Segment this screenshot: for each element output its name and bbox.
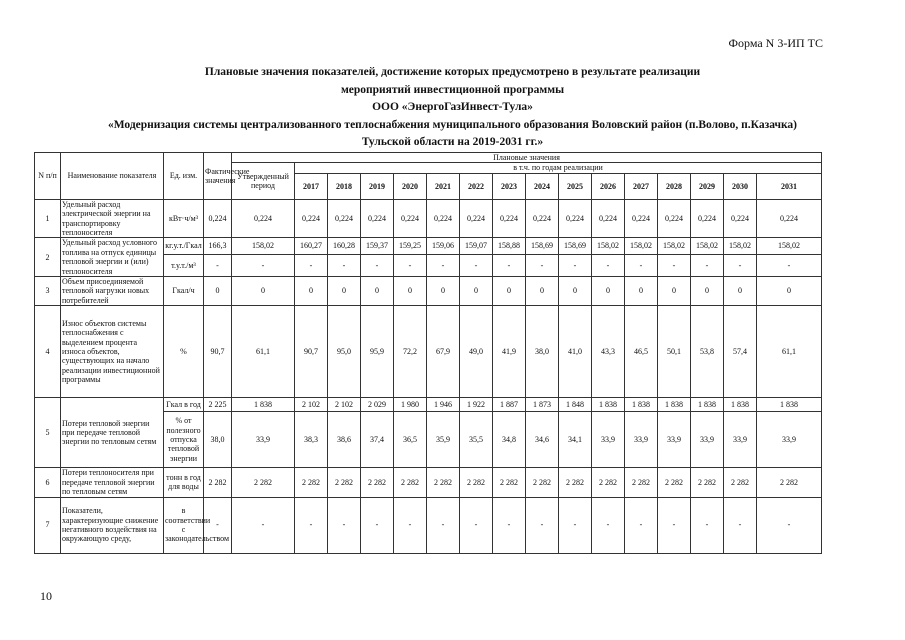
approved-value-cell: 158,02: [232, 238, 295, 254]
year-value-cell: -: [328, 254, 361, 276]
year-value-cell: 46,5: [625, 306, 658, 398]
header-year: 2019: [361, 173, 394, 199]
year-value-cell: 0: [361, 277, 394, 306]
year-value-cell: 1 838: [658, 398, 691, 412]
year-value-cell: -: [724, 497, 757, 553]
form-label: Форма N 3-ИП ТС: [728, 36, 823, 50]
year-value-cell: 0,224: [394, 199, 427, 238]
year-value-cell: 2 282: [559, 468, 592, 497]
header-year: 2030: [724, 173, 757, 199]
unit-cell: в соответствии с законодательством: [164, 497, 204, 553]
document-title: [0, 64, 905, 152]
actual-value-cell: 0: [204, 277, 232, 306]
header-year: 2018: [328, 173, 361, 199]
year-value-cell: 33,9: [658, 412, 691, 468]
year-value-cell: 0,224: [724, 199, 757, 238]
year-value-cell: -: [427, 254, 460, 276]
table-row: [35, 238, 822, 254]
indicator-name: Удельный расход электрической энергии на транспортировку теплоносителя: [61, 199, 164, 238]
header-year: 2025: [559, 173, 592, 199]
year-value-cell: 1 838: [592, 398, 625, 412]
year-value-cell: -: [592, 497, 625, 553]
header-by-years: в т.ч. по годам реализации: [295, 163, 822, 173]
year-value-cell: -: [757, 497, 822, 553]
year-value-cell: 158,02: [658, 238, 691, 254]
header-year: 2024: [526, 173, 559, 199]
year-value-cell: -: [559, 497, 592, 553]
year-value-cell: 0: [757, 277, 822, 306]
year-value-cell: 158,02: [691, 238, 724, 254]
year-value-cell: 0,224: [757, 199, 822, 238]
header-name: Наименование показателя: [61, 153, 164, 200]
row-number: 1: [35, 199, 61, 238]
year-value-cell: 35,9: [427, 412, 460, 468]
year-value-cell: 158,02: [592, 238, 625, 254]
year-value-cell: 159,25: [394, 238, 427, 254]
approved-value-cell: 0: [232, 277, 295, 306]
approved-value-cell: 0,224: [232, 199, 295, 238]
title-line: Тульской области на 2019-2031 гг.»: [361, 136, 544, 148]
year-value-cell: 2 102: [295, 398, 328, 412]
unit-cell: кВт·ч/м³: [164, 199, 204, 238]
actual-value-cell: 90,7: [204, 306, 232, 398]
year-value-cell: -: [328, 497, 361, 553]
year-value-cell: -: [460, 497, 493, 553]
year-value-cell: 0: [625, 277, 658, 306]
year-value-cell: 0,224: [625, 199, 658, 238]
year-value-cell: 158,02: [757, 238, 822, 254]
year-value-cell: -: [493, 497, 526, 553]
year-value-cell: -: [526, 497, 559, 553]
year-value-cell: 34,8: [493, 412, 526, 468]
header-planned: Плановые значения: [232, 153, 822, 163]
year-value-cell: 2 282: [724, 468, 757, 497]
year-value-cell: 158,69: [526, 238, 559, 254]
header-unit: Ед. изм.: [164, 153, 204, 200]
year-value-cell: -: [559, 254, 592, 276]
unit-cell: %: [164, 306, 204, 398]
year-value-cell: 0: [460, 277, 493, 306]
table-row: [35, 468, 822, 497]
header-num: N п/п: [35, 153, 61, 200]
year-value-cell: 0: [658, 277, 691, 306]
year-value-cell: -: [295, 497, 328, 553]
year-value-cell: 0: [295, 277, 328, 306]
table-row: [35, 306, 822, 398]
row-number: 5: [35, 398, 61, 468]
header-year: 2023: [493, 173, 526, 199]
year-value-cell: 0,224: [361, 199, 394, 238]
year-value-cell: 1 980: [394, 398, 427, 412]
table-row: [35, 277, 822, 306]
year-value-cell: 0,224: [493, 199, 526, 238]
year-value-cell: 2 282: [757, 468, 822, 497]
year-value-cell: 95,0: [328, 306, 361, 398]
year-value-cell: 159,37: [361, 238, 394, 254]
year-value-cell: 53,8: [691, 306, 724, 398]
year-value-cell: 41,0: [559, 306, 592, 398]
year-value-cell: 1 887: [493, 398, 526, 412]
year-value-cell: 1 838: [757, 398, 822, 412]
year-value-cell: -: [757, 254, 822, 276]
row-number: 6: [35, 468, 61, 497]
year-value-cell: -: [460, 254, 493, 276]
year-value-cell: 33,9: [592, 412, 625, 468]
year-value-cell: 2 282: [526, 468, 559, 497]
year-value-cell: 159,07: [460, 238, 493, 254]
year-value-cell: 2 282: [460, 468, 493, 497]
year-value-cell: 50,1: [658, 306, 691, 398]
year-value-cell: -: [691, 497, 724, 553]
year-value-cell: 38,6: [328, 412, 361, 468]
header-year: 2022: [460, 173, 493, 199]
year-value-cell: 2 282: [427, 468, 460, 497]
year-value-cell: 2 029: [361, 398, 394, 412]
row-number: 3: [35, 277, 61, 306]
actual-value-cell: -: [204, 497, 232, 553]
year-value-cell: 1 838: [724, 398, 757, 412]
year-value-cell: 95,9: [361, 306, 394, 398]
year-value-cell: 2 282: [493, 468, 526, 497]
year-value-cell: 1 838: [691, 398, 724, 412]
year-value-cell: 2 282: [691, 468, 724, 497]
approved-value-cell: 1 838: [232, 398, 295, 412]
year-value-cell: 0: [427, 277, 460, 306]
unit-cell: т.у.т./м³: [164, 254, 204, 276]
table-row: [35, 398, 822, 412]
indicator-name: Удельный расход условного топлива на отпуск единицы тепловой энергии и (или) теплоносителя: [61, 238, 164, 277]
actual-value-cell: 166,3: [204, 238, 232, 254]
year-value-cell: 0: [691, 277, 724, 306]
indicator-name: Износ объектов системы теплоснабжения с выделением процента износа объектов, существующих на начало реализации инвестиционной программы: [61, 306, 164, 398]
title-line: «Модернизация системы централизованного теплоснабжения муниципального образования Воловский район (п.Волово, п.Казачка): [107, 118, 798, 131]
header-year: 2029: [691, 173, 724, 199]
indicator-name: Объем присоединяемой тепловой нагрузки новых потребителей: [61, 277, 164, 306]
year-value-cell: 67,9: [427, 306, 460, 398]
indicator-name: Потери тепловой энергии при передаче тепловой энергии по тепловым сетям: [61, 398, 164, 468]
approved-value-cell: -: [232, 497, 295, 553]
unit-cell: Гкал/ч: [164, 277, 204, 306]
row-number: 4: [35, 306, 61, 398]
title-line: ООО «ЭнергоГазИнвест-Тула»: [372, 101, 533, 113]
approved-value-cell: 33,9: [232, 412, 295, 468]
year-value-cell: 38,3: [295, 412, 328, 468]
year-value-cell: 0: [493, 277, 526, 306]
year-value-cell: 34,1: [559, 412, 592, 468]
approved-value-cell: 61,1: [232, 306, 295, 398]
year-value-cell: 33,9: [691, 412, 724, 468]
year-value-cell: 0,224: [460, 199, 493, 238]
row-number: 2: [35, 238, 61, 277]
year-value-cell: -: [724, 254, 757, 276]
year-value-cell: 0: [724, 277, 757, 306]
indicator-name: Потери теплоносителя при передаче тепловой энергии по тепловым сетям: [61, 468, 164, 497]
year-value-cell: 34,6: [526, 412, 559, 468]
year-value-cell: 0,224: [427, 199, 460, 238]
unit-cell: тонн в год для воды: [164, 468, 204, 497]
year-value-cell: 0: [592, 277, 625, 306]
header-year: 2027: [625, 173, 658, 199]
year-value-cell: 0: [559, 277, 592, 306]
header-year: 2031: [757, 173, 822, 199]
year-value-cell: -: [526, 254, 559, 276]
year-value-cell: 0,224: [295, 199, 328, 238]
header-approved-period: Утвержденный период: [232, 163, 295, 199]
header-year: 2017: [295, 173, 328, 199]
year-value-cell: 2 282: [295, 468, 328, 497]
year-value-cell: -: [427, 497, 460, 553]
year-value-cell: -: [394, 254, 427, 276]
page-number: 10: [40, 589, 52, 603]
year-value-cell: 0: [526, 277, 559, 306]
table-row: [35, 497, 822, 553]
year-value-cell: 2 282: [328, 468, 361, 497]
title-line: Плановые значения показателей, достижение которых предусмотрено в результате реализации: [204, 66, 701, 78]
unit-cell: Гкал в год: [164, 398, 204, 412]
header-actual: Фактические значения: [204, 153, 232, 200]
year-value-cell: 160,27: [295, 238, 328, 254]
year-value-cell: 90,7: [295, 306, 328, 398]
year-value-cell: 0,224: [592, 199, 625, 238]
year-value-cell: -: [361, 497, 394, 553]
year-value-cell: -: [625, 497, 658, 553]
header-year: 2020: [394, 173, 427, 199]
year-value-cell: -: [625, 254, 658, 276]
year-value-cell: -: [295, 254, 328, 276]
year-value-cell: 160,28: [328, 238, 361, 254]
year-value-cell: 41,9: [493, 306, 526, 398]
year-value-cell: 37,4: [361, 412, 394, 468]
row-number: 7: [35, 497, 61, 553]
year-value-cell: 2 282: [592, 468, 625, 497]
year-value-cell: 0,224: [526, 199, 559, 238]
year-value-cell: 2 102: [328, 398, 361, 412]
year-value-cell: 0,224: [559, 199, 592, 238]
year-value-cell: 61,1: [757, 306, 822, 398]
year-value-cell: 158,02: [625, 238, 658, 254]
actual-value-cell: 0,224: [204, 199, 232, 238]
actual-value-cell: 2 225: [204, 398, 232, 412]
actual-value-cell: 2 282: [204, 468, 232, 497]
year-value-cell: 159,06: [427, 238, 460, 254]
year-value-cell: 1 873: [526, 398, 559, 412]
year-value-cell: 49,0: [460, 306, 493, 398]
year-value-cell: -: [592, 254, 625, 276]
year-value-cell: 36,5: [394, 412, 427, 468]
year-value-cell: 1 946: [427, 398, 460, 412]
year-value-cell: 2 282: [625, 468, 658, 497]
year-value-cell: 1 848: [559, 398, 592, 412]
year-value-cell: 0,224: [691, 199, 724, 238]
year-value-cell: 158,69: [559, 238, 592, 254]
year-value-cell: 38,0: [526, 306, 559, 398]
year-value-cell: 0: [328, 277, 361, 306]
year-value-cell: 2 282: [394, 468, 427, 497]
year-value-cell: 1 838: [625, 398, 658, 412]
indicators-table: [34, 152, 822, 554]
year-value-cell: -: [361, 254, 394, 276]
year-value-cell: 158,88: [493, 238, 526, 254]
approved-value-cell: 2 282: [232, 468, 295, 497]
year-value-cell: -: [691, 254, 724, 276]
year-value-cell: 33,9: [724, 412, 757, 468]
year-value-cell: 33,9: [757, 412, 822, 468]
approved-value-cell: -: [232, 254, 295, 276]
header-year: 2021: [427, 173, 460, 199]
year-value-cell: 2 282: [658, 468, 691, 497]
year-value-cell: 1 922: [460, 398, 493, 412]
indicator-name: Показатели, характеризующие снижение негативного воздействия на окружающую среду,: [61, 497, 164, 553]
year-value-cell: 0,224: [328, 199, 361, 238]
year-value-cell: -: [493, 254, 526, 276]
unit-cell: кг.у.т./Гкал: [164, 238, 204, 254]
header-year: 2026: [592, 173, 625, 199]
year-value-cell: 2 282: [361, 468, 394, 497]
year-value-cell: 33,9: [625, 412, 658, 468]
table-row: [35, 199, 822, 238]
year-value-cell: -: [658, 497, 691, 553]
header-year: 2028: [658, 173, 691, 199]
year-value-cell: -: [658, 254, 691, 276]
year-value-cell: 57,4: [724, 306, 757, 398]
year-value-cell: 35,5: [460, 412, 493, 468]
year-value-cell: 0: [394, 277, 427, 306]
title-line: мероприятий инвестиционной программы: [340, 83, 565, 96]
actual-value-cell: 38,0: [204, 412, 232, 468]
year-value-cell: 158,02: [724, 238, 757, 254]
year-value-cell: -: [394, 497, 427, 553]
year-value-cell: 43,3: [592, 306, 625, 398]
year-value-cell: 72,2: [394, 306, 427, 398]
year-value-cell: 0,224: [658, 199, 691, 238]
unit-cell: % от полезного отпуска тепловой энергии: [164, 412, 204, 468]
actual-value-cell: -: [204, 254, 232, 276]
